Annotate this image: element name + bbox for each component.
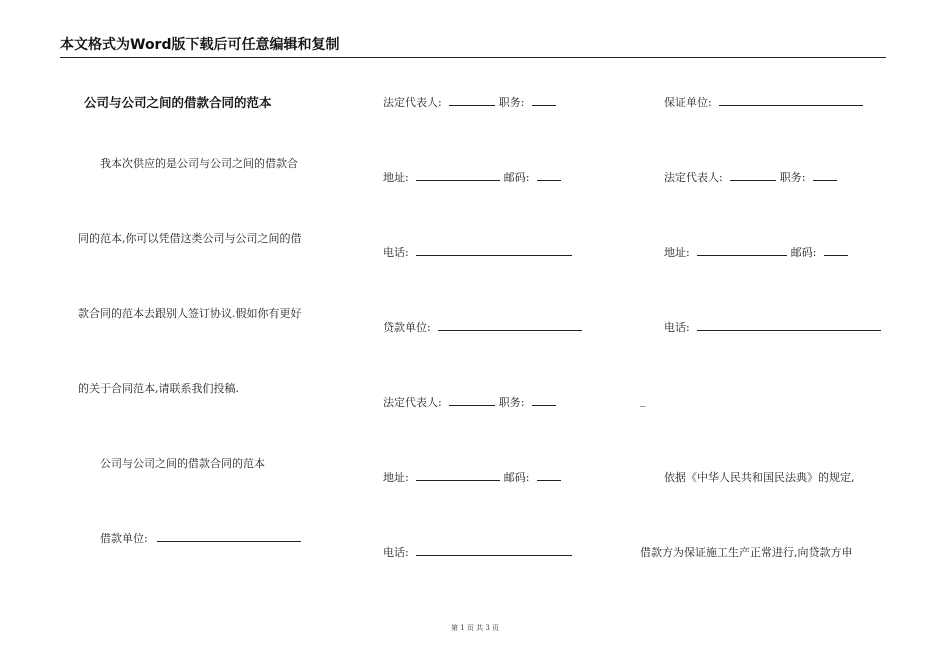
job-label: 职务: xyxy=(498,96,525,109)
job-label-2: 职务: xyxy=(498,396,525,409)
body-line-1: 依据《中华人民共和国民法典》的规定, xyxy=(664,471,855,484)
phone-label-2: 电话: xyxy=(383,546,409,559)
rep-row-2 xyxy=(383,394,556,410)
guarantor-rep-blank xyxy=(730,170,776,181)
zip-label: 邮码: xyxy=(503,171,530,184)
guarantor-row xyxy=(664,94,863,110)
contract-title: 公司与公司之间的借款合同的范本 xyxy=(84,95,272,110)
contract-subtitle: 公司与公司之间的借款合同的范本 xyxy=(100,457,265,470)
guarantor-label: 保证单位: xyxy=(664,96,712,109)
job-blank-2 xyxy=(532,395,556,406)
zip-blank xyxy=(537,170,561,181)
stray-mark: _ xyxy=(640,394,646,407)
page-number: 第 1 页 共 3 页 xyxy=(450,624,500,632)
guarantor-rep-row xyxy=(664,169,837,185)
rep-blank-2 xyxy=(449,395,495,406)
guarantor-phone-label: 电话: xyxy=(664,321,690,334)
rep-label: 法定代表人: xyxy=(383,96,442,109)
intro-line-2: 同的范本,你可以凭借这类公司与公司之间的借 xyxy=(78,232,302,245)
address-blank xyxy=(416,170,500,181)
phone-blank-2 xyxy=(416,545,572,556)
phone-label: 电话: xyxy=(383,246,409,259)
guarantor-phone-blank xyxy=(697,320,881,331)
intro-line-3: 款合同的范本去跟别人签订协议.假如你有更好 xyxy=(78,307,302,320)
rep-blank xyxy=(449,95,495,106)
intro-line-1: 我本次供应的是公司与公司之间的借款合 xyxy=(100,157,298,170)
job-blank xyxy=(532,95,556,106)
guarantor-zip-blank xyxy=(824,245,848,256)
address-row-1 xyxy=(383,169,561,185)
guarantor-rep-label: 法定代表人: xyxy=(664,171,723,184)
phone-blank xyxy=(416,245,572,256)
document-header xyxy=(60,34,886,58)
address-label: 地址: xyxy=(383,171,409,184)
borrower-blank xyxy=(157,531,301,542)
address-blank-2 xyxy=(416,470,500,481)
guarantor-address-row xyxy=(664,244,848,260)
borrower-row xyxy=(100,530,301,546)
guarantor-job-label: 职务: xyxy=(779,171,806,184)
guarantor-zip-label: 邮码: xyxy=(790,246,817,259)
guarantor-address-label: 地址: xyxy=(664,246,690,259)
address-label-2: 地址: xyxy=(383,471,409,484)
zip-label-2: 邮码: xyxy=(503,471,530,484)
phone-row-2 xyxy=(383,544,572,560)
guarantor-address-blank xyxy=(697,245,787,256)
address-row-2 xyxy=(383,469,561,485)
rep-label-2: 法定代表人: xyxy=(383,396,442,409)
header-title: 本文格式为Word版下载后可任意编辑和复制 xyxy=(60,37,340,53)
intro-line-4: 的关于合同范本,请联系我们投稿. xyxy=(78,382,239,395)
guarantor-job-blank xyxy=(813,170,837,181)
lender-row xyxy=(383,319,582,335)
zip-blank-2 xyxy=(537,470,561,481)
guarantor-phone-row xyxy=(664,319,881,335)
body-line-2: 借款方为保证施工生产正常进行,向贷款方申 xyxy=(640,546,853,559)
phone-row-1 xyxy=(383,244,572,260)
rep-row-1 xyxy=(383,94,556,110)
borrower-label: 借款单位: xyxy=(100,532,148,545)
lender-blank xyxy=(438,320,582,331)
lender-label: 贷款单位: xyxy=(383,321,431,334)
guarantor-blank xyxy=(719,95,863,106)
